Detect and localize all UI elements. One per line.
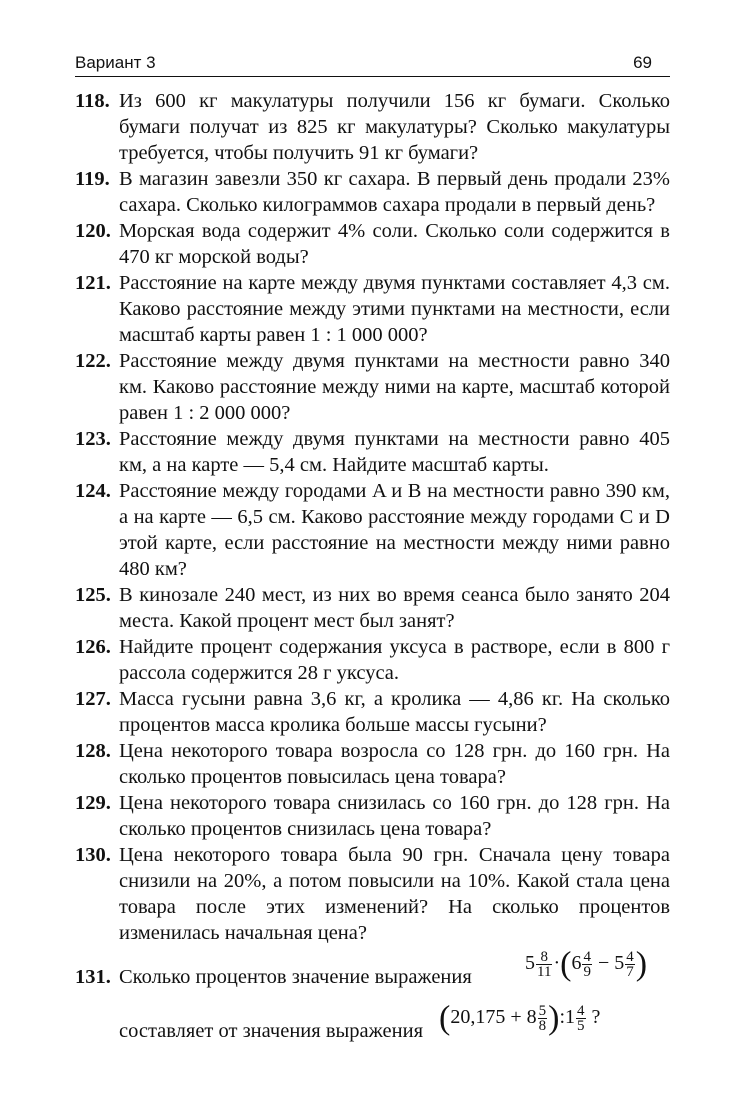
denominator: 5 [577,1018,585,1034]
problem-121 [75,270,670,348]
problem-text: Расстояние между городами A и B на местности равно 390 км, а на карте — 6,5 см. Каково расстояние между городами C и D этой карте, если расстояние на местности между ними равно 480 км? [119,480,670,580]
problem-131 [75,945,670,1048]
problem-number: 120. [75,220,111,242]
right-paren: ) [635,945,648,983]
minus-sign: − [597,952,610,975]
problem-number: 126. [75,636,111,658]
numerator: 4 [583,949,591,965]
problem-123 [75,426,670,478]
problem-128 [75,738,670,790]
problem-126 [75,634,670,686]
problem-text: В магазин завезли 350 кг сахара. В первый день продали 23% сахара. Сколько килограммов сахара продали в первый день? [119,168,670,216]
multiply-sign: · [553,952,561,975]
whole-part: 8 [526,1006,537,1029]
fraction [536,950,552,979]
problem-text: составляет от значения выражения [119,1020,423,1042]
problem-120 [75,218,670,270]
expression-two [439,999,601,1037]
whole-part: 5 [614,952,625,975]
whole-part: 5 [525,952,535,975]
plus-sign: + [510,1006,522,1029]
problem-text: Найдите процент содержания уксуса в растворе, если в 800 г рассола содержится 28 г уксуса. [119,636,670,684]
problem-number: 129. [75,792,111,814]
problem-number: 123. [75,428,111,450]
problem-127 [75,686,670,738]
problem-129 [75,790,670,842]
right-paren: ) [548,999,560,1037]
fraction [576,1004,586,1033]
problem-text: Расстояние между двумя пунктами на местности равно 405 км, а на карте — 5,4 см. Найдите масштаб карты. [119,428,670,476]
problem-text: В кинозале 240 мест, из них во время сеанса было занято 204 места. Какой процент мест был занят? [119,584,670,632]
problem-125 [75,582,670,634]
denominator: 7 [626,964,634,980]
problem-number: 118. [75,90,110,112]
problem-119 [75,166,670,218]
problem-text: Из 600 кг макулатуры получили 156 кг бумаги. Сколько бумаги получат из 825 кг макулатуры? Сколько макулатуры требуется, чтобы получить 91 кг бумаги? [119,90,670,164]
problem-text: Сколько процентов значение выражения [119,966,472,988]
problem-number: 121. [75,272,111,294]
whole-part: 1 [565,1006,575,1029]
page-number: 69 [633,53,652,72]
numerator: 5 [538,1003,547,1019]
problem-number: 125. [75,584,111,606]
numerator: 8 [536,950,552,965]
question-mark: ? [591,1006,601,1029]
denominator: 9 [583,964,591,980]
problem-number: 130. [75,844,111,866]
problem-number: 124. [75,480,111,502]
problem-text: Морская вода содержит 4% соли. Сколько соли содержится в 470 кг морской воды? [119,220,670,268]
problem-list [75,88,670,1048]
expression-one [525,945,648,983]
variant-title: Вариант 3 [75,53,156,72]
page-header [75,52,670,77]
problem-number: 122. [75,350,111,372]
problem-text: Расстояние между двумя пунктами на местности равно 340 км. Каково расстояние между ними на карте, масштаб которой равен 1 : 2 000 000? [119,350,670,424]
problem-text: Масса гусыни равна 3,6 кг, а кролика — 4,86 кг. На сколько процентов масса кролика больше массы гусыни? [119,688,670,736]
left-paren: ( [560,945,572,983]
problem-number: 119. [75,168,110,190]
problem-number: 128. [75,740,111,762]
problem-text: Расстояние на карте между двумя пунктами составляет 4,3 см. Каково расстояние между этими пунктами на местности, если масштаб карты равен 1 : 1 000 000? [119,272,670,346]
denominator: 8 [538,1018,547,1034]
problem-118 [75,88,670,166]
number: 20,175 [450,1006,506,1029]
fraction [582,950,592,979]
problem-text: Цена некоторого товара возросла со 128 грн. до 160 грн. На сколько процентов повысилась цена товара? [119,740,670,788]
whole-part: 6 [571,952,582,975]
left-paren: ( [439,999,451,1037]
divide-sign: : [559,1006,565,1029]
problem-text: Цена некоторого товара была 90 грн. Сначала цену товара снизили на 20%, а потом повысили на 10%. Какой стала цена товара после этих изменений? На сколько процентов изменилась начальная цена? [119,844,670,944]
problem-130 [75,842,670,946]
problem-number: 131. [75,966,111,988]
numerator: 4 [626,949,634,965]
problem-text: Цена некоторого товара снизилась со 160 грн. до 128 грн. На сколько процентов снизилась цена товара? [119,792,670,840]
problem-124 [75,478,670,582]
numerator: 4 [577,1003,585,1019]
problem-number: 127. [75,688,111,710]
fraction [538,1004,548,1033]
denominator: 11 [537,964,552,980]
fraction [625,950,635,979]
problem-122 [75,348,670,426]
